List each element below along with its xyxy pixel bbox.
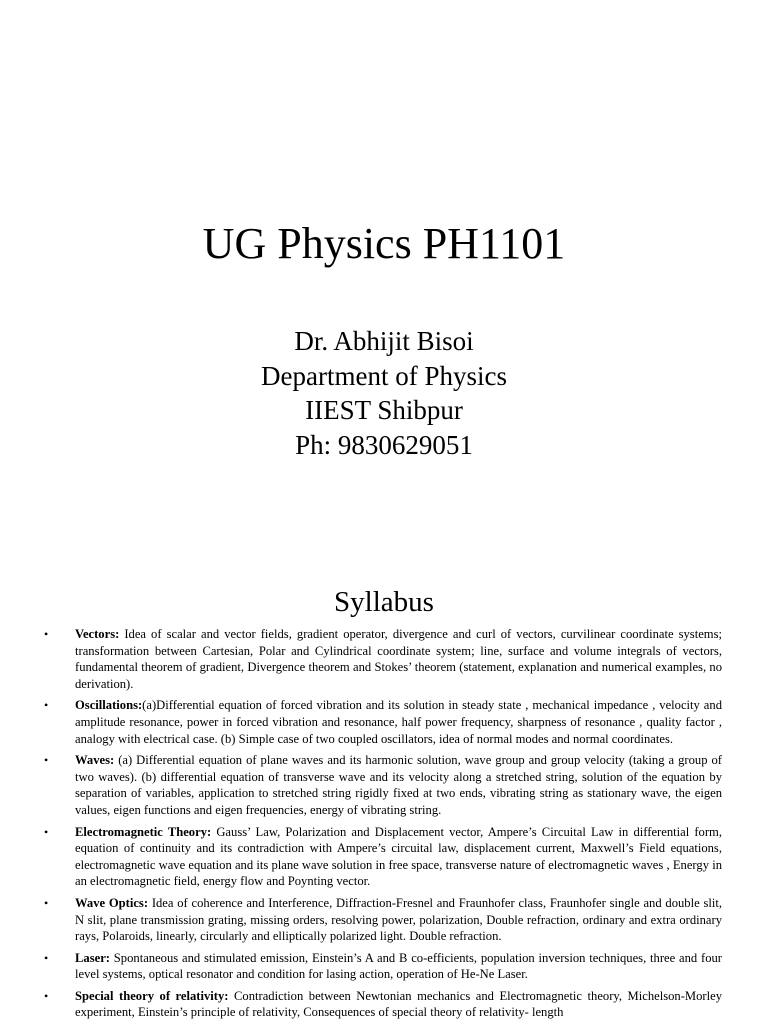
bullet-icon: •	[44, 627, 49, 641]
item-text: (a)Differential equation of forced vibration and its solution in steady state , mechanical impedance , velocity and amplitude resonance, power in forced vibration and resonance, half power frequency, sharpness of resonance , quality factor , analogy with electrical case. (b) Simple case of two coupled oscillators, idea of normal modes and normal coordinates.	[75, 698, 722, 746]
syllabus-item-laser	[0, 950, 768, 983]
bullet-icon: •	[44, 895, 49, 910]
item-heading: Oscillations:	[75, 698, 143, 713]
item-text: Gauss’ Law, Polarization and Displacement vector, Ampere’s Circuital Law in differential form, equation of continuity and its contradiction with Ampere’s circuital law, displacement current, Maxwell’s Field equations, electromagnetic wave equation and its plane wave solution in free space, transverse nature of electromagnetic waves , Energy in an electromagnetic field, energy flow and Poynting vector.	[75, 824, 722, 889]
syllabus-item-electromagnetic-theory	[0, 824, 768, 890]
syllabus-item-oscillations	[0, 697, 768, 747]
syllabus-item-special-relativity	[0, 988, 768, 1021]
item-text: Spontaneous and stimulated emission, Einstein’s A and B co-efficients, population inversion techniques, three and four level systems, optical resonator and condition for lasing action, operation of He-Ne Laser.	[75, 950, 722, 982]
syllabus-item-wave-optics	[0, 895, 768, 945]
author-name: Dr. Abhijit Bisoi	[294, 326, 474, 356]
item-text: (a) Differential equation of plane waves and its harmonic solution, wave group and group velocity (taking a group of two waves). (b) differential equation of transverse wave and its velocity along a stretched string, solution of the equation by separation of variables, application to stretched string rigidly fixed at two ends, vibrating string as stationary wave, the eigen values, eigen functions and eigen frequencies, energy of vibrating string.	[75, 753, 722, 817]
syllabus-item-waves	[0, 752, 768, 818]
author-institute: IIEST Shibpur	[305, 395, 463, 425]
syllabus-item-vectors	[0, 626, 768, 692]
bullet-icon: •	[44, 753, 49, 768]
item-heading: Electromagnetic Theory:	[75, 824, 212, 839]
bullet-icon: •	[44, 824, 49, 839]
item-text: Idea of scalar and vector fields, gradient operator, divergence and curl of vectors, curvilinear coordinate systems; transformation between Cartesian, Polar and Cylindrical coordinate system; line, surface and volume integrals of vectors, fundamental theorem of gradient, Divergence theorem and Stokes’ theorem (statement, explanation and numerical examples, no derivation).	[75, 627, 722, 691]
author-department: Department of Physics	[261, 360, 507, 391]
bullet-icon: •	[44, 988, 49, 1003]
item-heading: Waves:	[75, 753, 115, 768]
syllabus-heading: Syllabus	[334, 586, 434, 618]
author-phone: Ph: 9830629051	[295, 429, 473, 460]
syllabus-list	[0, 626, 768, 1026]
item-heading: Special theory of relativity:	[75, 988, 229, 1003]
item-heading: Vectors:	[75, 627, 120, 641]
author-info	[0, 324, 768, 462]
page-title: UG Physics PH1101	[202, 219, 566, 268]
item-heading: Laser:	[75, 950, 110, 965]
item-heading: Wave Optics:	[75, 895, 149, 910]
item-text: Idea of coherence and Interference, Diffraction-Fresnel and Fraunhofer class, Fraunhofer single and double slit, N slit, plane transmission grating, missing orders, resolving power, polarization, Double refraction, ordinary and extra ordinary rays, Polaroids, linearly, circularly and elliptically polarized light. Double refraction.	[75, 895, 722, 944]
bullet-icon: •	[44, 698, 49, 713]
bullet-icon: •	[44, 950, 49, 965]
item-text: Contradiction between Newtonian mechanics and Electromagnetic theory, Michelson-Morley experiment, Einstein’s principle of relativity, Consequences of special theory of relativity- length	[75, 988, 722, 1020]
